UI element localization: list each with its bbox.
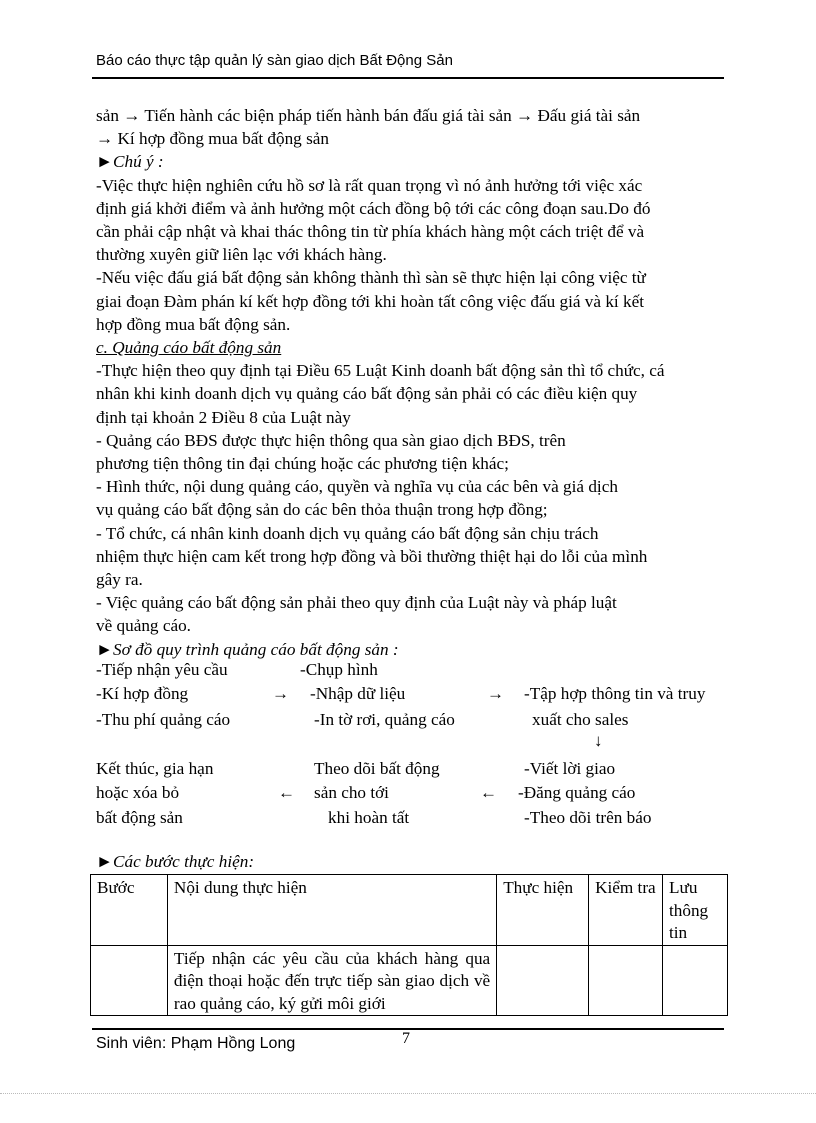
text-line: nhiệm thực hiện cam kết trong hợp đồng và bồi thường thiệt hại do lỗi của mình [96,546,648,566]
section-heading: c. Quảng cáo bất động sản [96,338,282,358]
page-header: Báo cáo thực tập quản lý sàn giao dịch Bất Động Sản [96,52,453,69]
arrow-left-icon: ← [480,783,497,802]
header-cell: Lưu thông tin [663,875,728,946]
text-line: - Việc quảng cáo bất động sản phải theo quy định của Luật này và pháp luật [96,593,617,613]
diagram-step-print: -In tờ rơi, quảng cáo [314,710,455,729]
arrow-right-icon: → [487,684,504,703]
triangle-icon: ► [96,639,114,659]
table-cell: Tiếp nhận các yêu cầu của khách hàng qua điện thoại hoặc đến trực tiếp sàn giao dịch về rao quảng cáo, ký gửi môi giới [167,945,496,1016]
diagram-step-write: -Viết lời giao [524,759,616,778]
header-cell: Kiểm tra [589,875,663,946]
text-line: định tại khoản 2 Điều 8 của Luật này [96,407,351,427]
text-line: hợp đồng mua bất động sản. [96,314,291,334]
text-line: giai đoạn Đàm phán kí kết hợp đồng tới khi hoàn tất công việc đấu giá và kí kết [96,291,644,311]
diagram-step-photo: -Chụp hình [300,660,378,679]
text-line: - Hình thức, nội dung quảng cáo, quyền và nghĩa vụ của các bên và giá dịch [96,477,618,497]
diagram-step-end: hoặc xóa bỏ [96,783,180,802]
text-line: -Thực hiện theo quy định tại Điều 65 Luật Kinh doanh bất động sản thì tổ chức, cá [96,361,665,381]
text-line: -Nếu việc đấu giá bất động sản không thành thì sàn sẽ thực hiện lại công việc từ [96,268,646,288]
text-line: nhân khi kinh doanh dịch vụ quảng cáo bất động sản phải có các điều kiện quy [96,384,638,404]
arrow-right-icon: → [272,684,289,703]
table-cell [663,945,728,1016]
arrow-down-icon: ↓ [594,731,603,750]
table-cell [497,945,589,1016]
diagram-step-monitor: sản cho tới [314,783,389,802]
table-header-row [91,875,728,946]
text-line: sản → Tiến hành các biện pháp tiến hành bán đấu giá tài sản → Đấu giá tài sản [96,106,641,125]
header-cell: Bước [91,875,168,946]
diagram-step-track: -Theo dõi trên báo [524,808,652,827]
body-text [96,104,724,661]
header-cell: Thực hiện [497,875,589,946]
table-row [91,945,728,1016]
diagram-step-receive: -Tiếp nhận yêu cầu [96,660,228,679]
text-line: phương tiện thông tin đại chúng hoặc các phương tiện khác; [96,454,509,474]
diagram-step-monitor: Theo dõi bất động [314,759,440,778]
text-line: gây ra. [96,570,143,590]
diagram-step-fee: -Thu phí quảng cáo [96,710,231,729]
diagram-step-publish: -Đăng quảng cáo [518,783,636,802]
text-line: -Việc thực hiện nghiên cứu hồ sơ là rất quan trọng vì nó ảnh hưởng tới việc xác [96,175,643,195]
text-line: định giá khởi điểm và ảnh hưởng một cách đồng bộ tới các công đoạn sau.Do đó [96,198,651,218]
page-break-line [0,1093,816,1094]
header-cell: Nội dung thực hiện [167,875,496,946]
text-line: vụ quảng cáo bất động sản do các bên thỏa thuận trong hợp đồng; [96,500,548,520]
diagram-step-collect: -Tập hợp thông tin và truy [524,684,706,703]
diagram-step-end: Kết thúc, gia hạn [96,759,214,778]
steps-heading: ►Các bước thực hiện: [96,852,255,871]
steps-table [90,874,728,1016]
diagram-step-contract: -Kí hợp đồng [96,684,189,703]
footer-student: Sinh viên: Phạm Hồng Long [96,1035,296,1052]
table-cell [91,945,168,1016]
triangle-icon: ► [96,852,114,871]
diagram-heading: ►Sơ đồ quy trình quảng cáo bất động sản : [96,639,399,659]
text-line: → Kí hợp đồng mua bất động sản [96,129,329,149]
note-heading: ►Chú ý : [96,152,164,172]
text-line: về quảng cáo. [96,616,191,636]
text-line: thường xuyên giữ liên lạc với khách hàng. [96,245,387,265]
text-line: - Quảng cáo BĐS được thực hiện thông qua sàn giao dịch BĐS, trên [96,430,566,450]
diagram-step-end: bất động sản [96,808,183,827]
triangle-icon: ► [96,152,114,172]
header-rule [92,77,724,79]
arrow-left-icon: ← [278,783,295,802]
page-number: 7 [402,1030,410,1047]
diagram-step-input: -Nhập dữ liệu [310,684,406,703]
diagram-step-collect-cont: xuất cho sales [532,710,629,729]
text-line: - Tổ chức, cá nhân kinh doanh dịch vụ quảng cáo bất động sản chịu trách [96,523,599,543]
text-line: cần phải cập nhật và khai thác thông tin từ phía khách hàng một cách triệt để và [96,222,645,242]
table-cell [589,945,663,1016]
diagram-step-monitor: khi hoàn tất [328,808,410,827]
